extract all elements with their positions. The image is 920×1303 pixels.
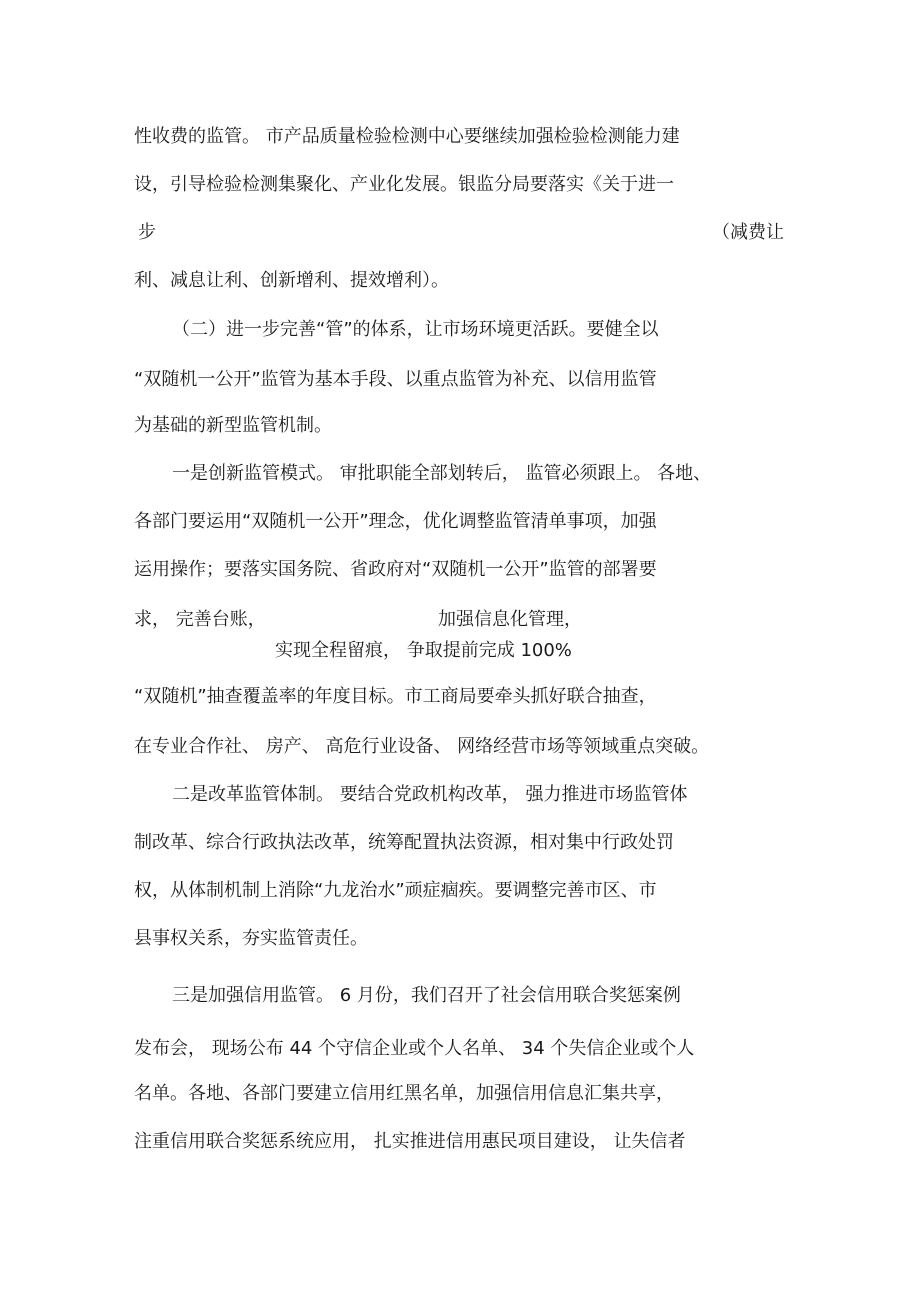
text-line: 发布会， 现场公布 44 个守信企业或个人名单、 34 个失信企业或个人 (134, 1038, 695, 1059)
text-line: （减费让 (712, 222, 784, 243)
text-line: “双随机一公开”监管为基本手段、以重点监管为补充、以信用监管 (134, 369, 657, 390)
text-line: 名单。各地、各部门要建立信用红黑名单，加强信用信息汇集共享， (134, 1083, 674, 1104)
text-line: 二是改革监管体制。 要结合党政机构改革， 强力推进市场监管体 (172, 784, 688, 805)
text-line: 步 (138, 222, 156, 243)
text-line: 为基础的新型监管机制。 (134, 415, 332, 436)
text-line: 三是加强信用监管。 6 月份，我们召开了社会信用联合奖惩案例 (172, 985, 681, 1006)
text-line: 加强信息化管理， (438, 609, 582, 630)
text-line: “双随机”抽查覆盖率的年度目标。市工商局要牵头抓好联合抽查， (134, 686, 657, 707)
text-line: 运用操作；要落实国务院、省政府对“双随机一公开”监管的部署要 (134, 559, 657, 580)
text-line: 实现全程留痕， 争取提前完成 100% (275, 640, 572, 661)
text-line: 县事权关系，夯实监管责任。 (134, 928, 368, 949)
text-line: 在专业合作社、 房产、 高危行业设备、 网络经营市场等领域重点突破。 (134, 736, 710, 757)
text-line: 求， 完善台账， (134, 609, 266, 630)
text-line: 设，引导检验检测集聚化、产业化发展。银监分局要落实《关于进一 (134, 174, 674, 195)
text-line: 利、减息让利、创新增利、提效增利）。 (134, 270, 449, 291)
text-line: 权，从体制机制上消除“九龙治水”顽症痼疾。要调整完善市区、市 (134, 880, 657, 901)
paragraph-heading: （二）进一步完善“管”的体系，让市场环境更活跃。要健全以 (172, 319, 659, 340)
text-line: 各部门要运用“双随机一公开”理念，优化调整监管清单事项，加强 (134, 511, 657, 532)
text-line: 注重信用联合奖惩系统应用， 扎实推进信用惠民项目建设， 让失信者 (134, 1131, 686, 1152)
text-line: 制改革、综合行政执法改革，统筹配置执法资源，相对集中行政处罚 (134, 832, 674, 853)
text-line: 性收费的监管。 市产品质量检验检测中心要继续加强检验检测能力建 (134, 126, 680, 147)
text-line: 一是创新监管模式。 审批职能全部划转后， 监管必须跟上。 各地、 (172, 463, 712, 484)
